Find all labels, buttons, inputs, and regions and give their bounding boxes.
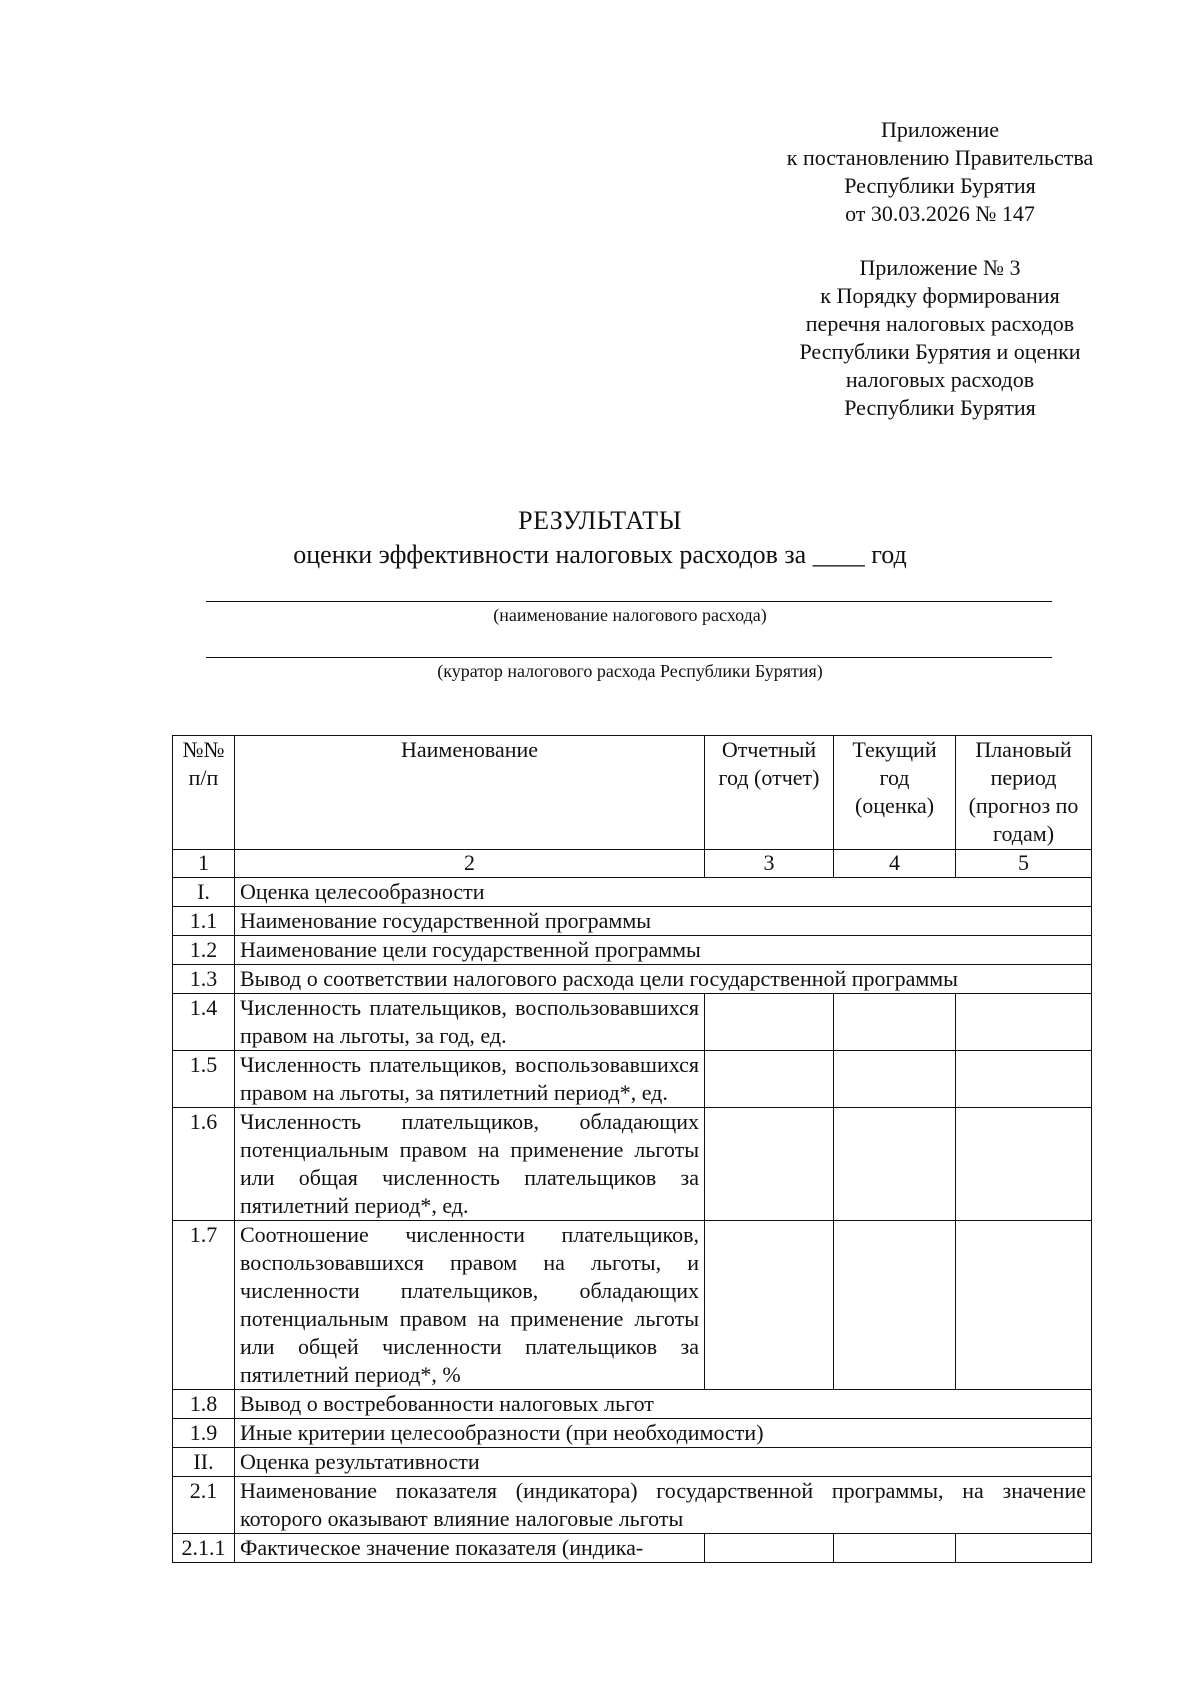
reporting-value-cell: [705, 1534, 834, 1563]
evaluation-table: [172, 735, 1092, 1563]
appendix3-line: к Порядку формирования: [820, 283, 1060, 308]
row-text: Оценка целесообразности: [235, 878, 1092, 907]
appendix3-block: [740, 254, 1140, 422]
column-index: 3: [705, 850, 834, 878]
header-reporting-year: Отчетный год (отчет): [705, 736, 834, 850]
row-number: 1.1: [173, 907, 235, 936]
row-number: 1.6: [173, 1108, 235, 1221]
row-number: 1.7: [173, 1221, 235, 1390]
tax-expense-name-line: [206, 601, 1052, 602]
planned-value-cell: [956, 1534, 1092, 1563]
current-value-cell: [834, 1221, 956, 1390]
row-number: 1.3: [173, 965, 235, 994]
appendix-line: Республики Бурятия: [844, 173, 1036, 198]
current-value-cell: [834, 1051, 956, 1108]
table-row: [173, 907, 1092, 936]
appendix3-line: налоговых расходов: [845, 367, 1035, 392]
row-text: Вывод о востребованности налоговых льгот: [235, 1390, 1092, 1419]
column-index: 2: [235, 850, 705, 878]
row-text: Наименование цели государственной программы: [235, 936, 1092, 965]
appendix-line: от 30.03.2026 № 147: [845, 201, 1035, 226]
current-value-cell: [834, 1534, 956, 1563]
table-row: [173, 994, 1092, 1051]
reporting-value-cell: [705, 994, 834, 1051]
table-row: [173, 1448, 1092, 1477]
header-name: Наименование: [235, 736, 705, 850]
table-row: [173, 1419, 1092, 1448]
curator-line: [206, 657, 1052, 658]
row-number: 1.5: [173, 1051, 235, 1108]
row-text: Вывод о соответствии налогового расхода цели государственной программы: [235, 965, 1092, 994]
table-row: [173, 936, 1092, 965]
reporting-value-cell: [705, 1221, 834, 1390]
table-row: [173, 1051, 1092, 1108]
column-index: 4: [834, 850, 956, 878]
table-row: [173, 1477, 1092, 1534]
row-text: Соотношение численности плательщиков, воспользовавшихся правом на льготы, и численности плательщиков, обладающих потенциальным правом на применение льготы или общей численности плательщиков за пятилетний период*, %: [235, 1221, 705, 1390]
row-text: Иные критерии целесообразности (при необходимости): [235, 1419, 1092, 1448]
document-title: РЕЗУЛЬТАТЫ: [518, 506, 682, 535]
appendix-line: Приложение: [880, 117, 1000, 142]
appendix3-line: Республики Бурятия и оценки: [799, 339, 1081, 364]
header-current-year: Текущий год (оценка): [834, 736, 956, 850]
row-text: Численность плательщиков, воспользовавшихся правом на льготы, за год, ед.: [235, 994, 705, 1051]
table-row: [173, 1108, 1092, 1221]
planned-value-cell: [956, 994, 1092, 1051]
appendix3-line: Республики Бурятия: [844, 395, 1036, 420]
curator-caption: (куратор налогового расхода Республики Бурятия): [437, 661, 823, 681]
current-value-cell: [834, 994, 956, 1051]
reporting-value-cell: [705, 1108, 834, 1221]
appendix-block: [740, 116, 1140, 228]
planned-value-cell: [956, 1221, 1092, 1390]
appendix3-line: перечня налоговых расходов: [805, 311, 1075, 336]
table-row: [173, 878, 1092, 907]
document-subtitle: оценки эффективности налоговых расходов за ____ год: [293, 540, 907, 569]
tax-expense-name-caption: (наименование налогового расхода): [493, 605, 767, 625]
column-index-row: [173, 850, 1092, 878]
row-number: 1.8: [173, 1390, 235, 1419]
row-text: Численность плательщиков, обладающих потенциальным правом на применение льготы или общая численность плательщиков за пятилетний период*, ед.: [235, 1108, 705, 1221]
row-number: 2.1: [173, 1477, 235, 1534]
appendix-line: к постановлению Правительства: [786, 145, 1094, 170]
row-text: Наименование государственной программы: [235, 907, 1092, 936]
planned-value-cell: [956, 1051, 1092, 1108]
row-text: Наименование показателя (индикатора) государственной программы, на значение которого оказывают влияние налоговые льготы: [235, 1477, 1092, 1534]
header-planned-period: Плановый период (прогноз по годам): [956, 736, 1092, 850]
appendix3-line: Приложение № 3: [859, 255, 1021, 280]
row-number: 1.4: [173, 994, 235, 1051]
row-number: II.: [173, 1448, 235, 1477]
planned-value-cell: [956, 1108, 1092, 1221]
reporting-value-cell: [705, 1051, 834, 1108]
row-number: 1.2: [173, 936, 235, 965]
table-header-row: [173, 736, 1092, 850]
table-row: [173, 965, 1092, 994]
column-index: 1: [173, 850, 235, 878]
row-text: Фактическое значение показателя (индика-: [235, 1534, 705, 1563]
row-number: 2.1.1: [173, 1534, 235, 1563]
column-index: 5: [956, 850, 1092, 878]
row-number: 1.9: [173, 1419, 235, 1448]
current-value-cell: [834, 1108, 956, 1221]
table-row: [173, 1221, 1092, 1390]
header-num: №№ п/п: [173, 736, 235, 850]
table-row: [173, 1534, 1092, 1563]
row-number: I.: [173, 878, 235, 907]
table-row: [173, 1390, 1092, 1419]
row-text: Оценка результативности: [235, 1448, 1092, 1477]
row-text: Численность плательщиков, воспользовавшихся правом на льготы, за пятилетний период*, ед.: [235, 1051, 705, 1108]
